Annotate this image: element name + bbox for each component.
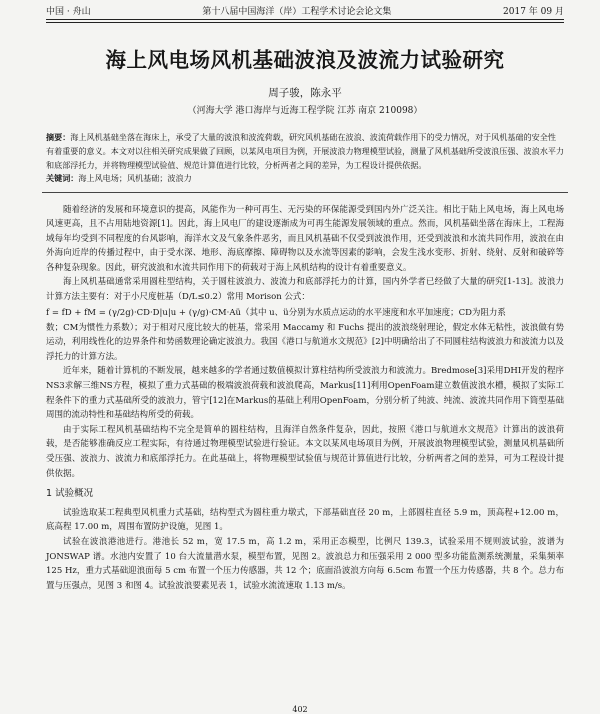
keywords-text: 海上风电场；风机基础；波浪力 (78, 172, 192, 183)
body-text (46, 203, 564, 594)
header-date: 2017 年 09 月 (503, 7, 564, 17)
paragraph: 由于实际工程风机基础结构不完全是简单的圆柱结构，且海洋自然条件复杂，因此，按照《港口与航道水文规范》计算出的波浪荷载，是否能够准确反应工程实际，有待通过物理模型试验进行验证。本文以某风电场项目为例，开展波浪物理模型试验，测量风机基础所受压强、波浪力、波流力和底部浮托力。在此基础上，将物理模型试验值与规范计算值进行比较，分析两者之间的差异，可为工程设计提供依据。 (46, 424, 564, 479)
paragraph: 随着经济的发展和环境意识的提高，风能作为一种可再生、无污染的环保能源受到国内外广泛关注。相比于陆上风电场，海上风电场风速更高，且不占用陆地资源[1]。因此，海上风电厂的建设逐渐成为可再生能源发展领域的重点。然而，风机基础坐落在海床上，工程海域每年均受到不同程度的台风影响，海洋水文及气象条件恶劣，而且风机基础不仅受到波浪作用，还受到波浪和水流共同作用，波浪在由外海向近岸的传播过程中，由于受水深、地形、海底摩擦、障碍物以及水流等因素的影响，会发生浅水变形、折射、绕射、反射和破碎等各种复杂现象。因此，研究波浪和水流共同作用下的荷载对于海上风机结构的设计有着重要意义。 (46, 204, 564, 273)
section-heading: 1 试验概况 (46, 488, 94, 500)
keywords (46, 173, 564, 184)
paper-authors: 周子骏，陈永平 (268, 86, 342, 99)
paper-affiliation: （河海大学 港口海岸与近海工程学院 江苏 南京 210098） (187, 105, 423, 116)
paragraph: 试验在波浪港池进行。港池长 52 m，宽 17.5 m，高 1.2 m，采用正态模型，比例尺 139.3，试验采用不规则波试验，波谱为 JONSWAP 谱。水池内安置了 10 台大流量潜水泵，模型布置，见图 2。波浪总力和压强采用 2 000 型多功能监测系统测量，采集频率 125 Hz，重力式基础迎浪面每 5 cm 布置一个压力传感器，共 12 个；底面沿波浪方向每 6.5cm 布置一个压力传感器，共 8 个。总力布置与压强点，见图 3 和图 4。试验波浪要素见表 1，试验水流流速取 1.13 m/s。 (46, 536, 564, 591)
running-header (46, 0, 564, 18)
paper-title: 海上风电场风机基础波浪及波流力试验研究 (105, 47, 505, 72)
paragraph: 试验选取某工程典型风机重力式基础，结构型式为圆柱重力墩式，下部基础直径 20 m，上部圆柱直径 5.9 m，顶高程+12.00 m，底高程 17.00 m，周围布置防护设施，见图 1。 (46, 507, 564, 533)
keywords-label: 关键词： (46, 172, 79, 183)
abstract (46, 130, 564, 172)
paragraph: 数；CM为惯性力系数）；对于相对尺度比较大的桩基，常采用 Maccamy 和 Fuchs 提出的波浪绕射理论，假定水体无粘性，波浪做有势运动，利用线性化的边界条件和势函数理论确定波浪力。我国《港口与航道水文规范》[2]中明确给出了不同圆柱结构波浪力和波流力以及浮托力的计算方法。 (46, 322, 564, 362)
abstract-label: 摘要： (46, 131, 71, 142)
header-rule-thin (46, 22, 564, 23)
paragraph: 近年来，随着计算机的不断发展，越来越多的学者通过数值模拟计算柱结构所受波浪力和波流力。Bredmose[3]采用DHI开发的程序NS3求解三维NS方程，模拟了重力式基础的极端波浪荷载和波浪爬高，Markus[11]利用OpenFoam建立数值波浪水槽，模拟了实际工程条件下的重力式基础所受的波浪力，管宁[12]在Markus的基础上利用OpenFoam，分别分析了纯波、纯流、波流共同作用下筒型基础周围的流动特性和基础结构所受的荷载。 (46, 366, 564, 421)
abstract-text: 海上风机基础坐落在海床上，承受了大量的波浪和波流荷载，研究风机基础在波浪、波流荷载作用下的受力情况，对于风机基础的安全性有着重要的意义。本文对以往相关研究成果做了回顾，以某风电项目为例，开展波浪力物理模型试验，测量了风机基础所受波浪压强、波浪水平力和底部浮托力，并将物理模型试验值、规范计算值进行比较，分析两者之间的差异，为工程设计提供依据。 (46, 131, 565, 170)
abstract-divider (42, 192, 568, 193)
paragraph: 海上风机基础通常采用圆柱型结构，关于圆柱波浪力、波流力和底部浮托力的计算，国内外学者已经做了大量的研究[1-13]。波浪力计算方法主要有：对于小尺度桩基（D/L≤0.2）常用 Morison 公式： (46, 277, 564, 303)
header-location: 中国 · 舟山 (46, 7, 91, 17)
page-number: 402 (292, 705, 308, 714)
header-rule-thick (46, 19, 564, 20)
header-proceedings: 第十八届中国海洋（岸）工程学术讨论会论文集 (202, 7, 392, 17)
morison-formula: f = fD + fM = (γ/2g)·CD·D|u|u + (γ/g)·CM·Aü（其中 u、ü分别为水质点运动的水平速度和水平加速度；CD为阻力系 (46, 307, 506, 318)
